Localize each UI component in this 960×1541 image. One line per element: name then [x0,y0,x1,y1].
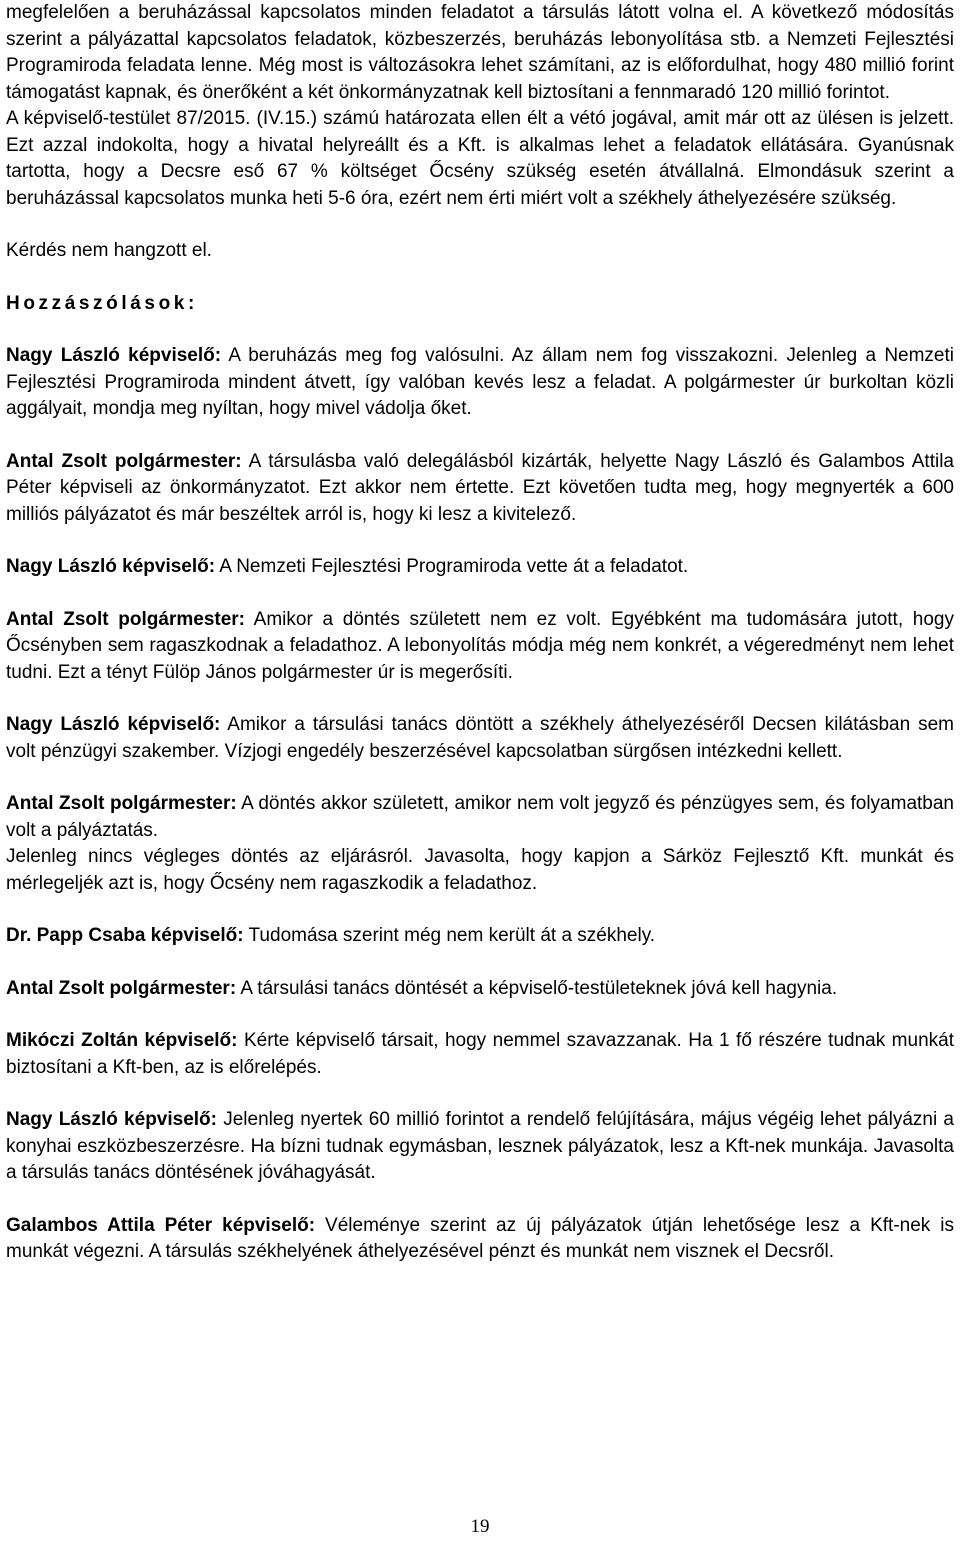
spacer [6,528,954,554]
spacer [6,423,954,449]
spacer [6,265,954,291]
comment-paragraph [6,791,954,844]
comment-paragraph [6,923,954,950]
speaker-name: Mikóczi Zoltán képviselő: [6,1030,238,1051]
comment-text: Tudomása szerint még nem került át a székhely. [243,925,656,946]
spacer [6,950,954,976]
spacer [6,897,954,923]
spacer [6,1081,954,1107]
spacer [6,581,954,607]
speaker-name: Nagy László képviselő: [6,1109,217,1130]
comment-text: Amikor a döntés született nem ez volt. Egyébként ma tudomására jutott, hogy Őcsényben sem ragaszkodnak a feladathoz. A lebonyolítás módja még nem konkrét, a végeredményt nem lehet tudni. Ezt a tényt Fülöp János polgármester úr is megerősíti. [6,608,955,683]
document-page [6,0,954,1266]
comment-paragraph [6,712,954,765]
comment-text: A társulásba való delegálásból kizárták, helyette Nagy László és Galambos Attila Péter képviseli az önkormányzatot. Ezt akkor nem értette. Ezt követően tudta meg, hogy megnyerték a 600 milliós pályázatot és már beszéltek arról is, hogy ki lesz a kivitelező. [6,450,954,525]
speaker-name: Antal Zsolt polgármester: [6,608,246,630]
comment-text: Véleménye szerint az új pályázatok útján lehetősége lesz a Kft-nek is munkát végezni. A társulás székhelyének áthelyezésével pénzt és munkát nem visznek el Decsről. [6,1214,954,1262]
comment-text: Jelenleg nyertek 60 millió forintot a rendelő felújítására, május végéig lehet pályázni a konyhai eszközbeszerzésre. Ha bízni tudnak egymásban, lesznek pályázatok, lesz a Kft-nek munkája. Javasolta a társulás tanács döntésének jóváhagyását. [6,1109,954,1183]
intro-paragraph-2: A képviselő-testület 87/2015. (IV.15.) számú határozata ellen élt a vétó jogával, amit már ott az ülésen is jelzett. Ezt azzal indokolta, hogy a hivatal helyreállt és a Kft. is alkalmas lehet a feladatok ellátására. Gyanúsnak tartotta, hogy a Decsre eső 67 % költséget Őcsény szükség esetén átvállalná. Elmondásuk szerint a beruházással kapcsolatos munka heti 5-6 óra, ezért nem érti miért volt a székhely áthelyezésére szükség. [6,108,954,209]
comment-paragraph [6,343,954,423]
comment-paragraph [6,1028,954,1081]
speaker-name: Nagy László képviselő: [6,345,222,366]
spacer [6,1002,954,1028]
speaker-name: Antal Zsolt polgármester: [6,793,237,814]
spacer [6,212,954,238]
comment-paragraph [6,607,954,687]
spacer [6,686,954,712]
comment-text: A társulási tanács döntését a képviselő-testületeknek jóvá kell hagynia. [236,977,838,999]
comment-text: Kérte képviselő társait, hogy nemmel szavazzanak. Ha 1 fő részére tudnak munkát biztosítani a Kft-ben, az is előrelépés. [6,1030,954,1078]
intro-paragraph-1: megfelelően a beruházással kapcsolatos minden feladatot a társulás látott volna el. A következő módosítás szerint a pályázattal kapcsolatos feladatok, közbeszerzés, beruházás lebonyolítása stb. a Nemzeti Fejlesztési Programiroda feladata lenne. Még most is változásokra lehet számítani, az is előfordulhat, hogy 480 millió forint támogatást kapnak, és önerőként a két önkormányzatnak kell biztosítani a fennmaradó 120 millió forintot. [6,2,954,103]
no-question-note: Kérdés nem hangzott el. [6,240,212,261]
speaker-name: Antal Zsolt polgármester: [6,450,242,472]
comment-paragraph [6,976,954,1003]
spacer [6,1187,954,1213]
comment-text: Amikor a társulási tanács döntött a székhely áthelyezéséről Decsen kilátásban sem volt pénzügyi szakember. Vízjogi engedély beszerzésével kapcsolatban sürgősen intézkedni kellett. [6,714,954,762]
speaker-name: Galambos Attila Péter képviselő: [6,1214,316,1236]
speaker-name: Dr. Papp Csaba képviselő: [6,925,244,946]
spacer [6,765,954,791]
spacer [6,317,954,343]
speaker-name: Nagy László képviselő: [6,714,221,735]
speaker-name: Antal Zsolt polgármester: [6,977,237,999]
speaker-name: Nagy László képviselő: [6,556,216,577]
section-heading: Hozzászólások: [6,292,198,314]
comment-continuation: Jelenleg nincs végleges döntés az eljárásról. Javasolta, hogy kapjon a Sárköz Fejlesztő Kft. munkát és mérlegeljék azt is, hogy Őcsény nem ragaszkodik a feladathoz. [6,846,954,894]
comment-paragraph [6,1213,954,1266]
comment-paragraph [6,554,954,581]
comment-text: A Nemzeti Fejlesztési Programiroda vette át a feladatot. [215,556,689,577]
comment-text: A beruházás meg fog valósulni. Az állam nem fog visszakozni. Jelenleg a Nemzeti Fejlesztési Programiroda mindent átvett, így valóban kevés lesz a feladat. A polgármester úr burkoltan közli aggályait, mondja meg nyíltan, hogy mivel vádolja őket. [6,345,954,419]
comment-paragraph [6,1107,954,1187]
page-number: 19 [470,1516,490,1537]
comment-text: A döntés akkor született, amikor nem volt jegyző és pénzügyes sem, és folyamatban volt a pályáztatás. [6,793,954,841]
comment-paragraph [6,449,954,529]
